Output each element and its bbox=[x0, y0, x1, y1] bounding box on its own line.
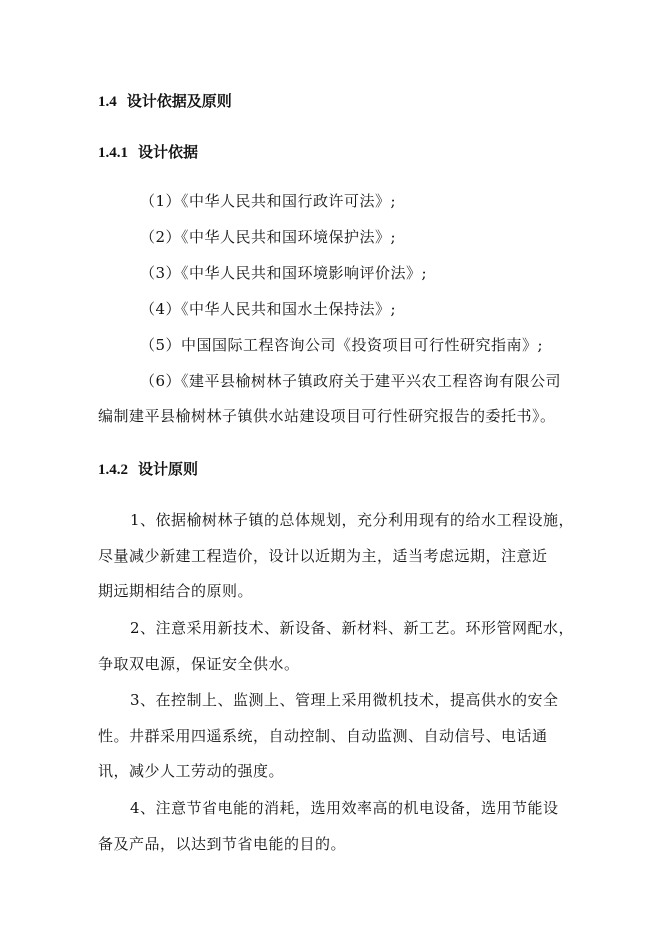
basis-item-2: （2）《中华人民共和国环境保护法》; bbox=[140, 228, 397, 246]
principle-line-3: 期远期相结合的原则。 bbox=[98, 582, 254, 600]
section-number: 1.4 bbox=[98, 94, 117, 110]
principle-line-9: 4、注意节省电能的消耗，选用效率高的机电设备，选用节能设 bbox=[130, 799, 559, 817]
subsection-heading-basis bbox=[98, 141, 198, 162]
subsection-heading-principles bbox=[98, 458, 198, 479]
section-heading bbox=[98, 90, 232, 111]
principle-line-8: 讯，减少人工劳动的强度。 bbox=[98, 762, 285, 780]
principle-line-7: 性。井群采用四遥系统，自动控制、自动监测、自动信号、电话通 bbox=[98, 727, 548, 745]
principle-line-4: 2、注意采用新技术、新设备、新材料、新工艺。环形管网配水， bbox=[130, 619, 575, 637]
basis-item-1: （1）《中华人民共和国行政许可法》; bbox=[140, 192, 397, 210]
subsection-number-principles: 1.4.2 bbox=[98, 462, 128, 478]
subsection-number-basis: 1.4.1 bbox=[98, 145, 128, 161]
section-title: 设计依据及原则 bbox=[126, 92, 232, 110]
principle-line-10: 备及产品，以达到节省电能的目的。 bbox=[98, 835, 347, 853]
basis-item-5: （5）中国国际工程咨询公司《投资项目可行性研究指南》; bbox=[140, 336, 544, 354]
subsection-title-principles: 设计原则 bbox=[138, 460, 199, 478]
principle-line-5: 争取双电源，保证安全供水。 bbox=[98, 655, 300, 673]
basis-item-6-continued: 编制建平县榆树林子镇供水站建设项目可行性研究报告的委托书》。 bbox=[98, 407, 556, 425]
subsection-title-basis: 设计依据 bbox=[138, 143, 199, 161]
basis-item-6: （6）《建平县榆树林子镇政府关于建平兴农工程咨询有限公司 bbox=[140, 372, 562, 390]
basis-item-4: （4）《中华人民共和国水土保持法》; bbox=[140, 300, 397, 318]
principle-line-6: 3、在控制上、监测上、管理上采用微机技术，提高供水的安全 bbox=[130, 691, 559, 709]
basis-item-3: （3）《中华人民共和国环境影响评价法》; bbox=[140, 264, 428, 282]
principle-line-2: 尽量减少新建工程造价，设计以近期为主，适当考虑远期，注意近 bbox=[98, 547, 548, 565]
principle-line-1: 1、依据榆树林子镇的总体规划，充分利用现有的给水工程设施， bbox=[130, 511, 575, 529]
